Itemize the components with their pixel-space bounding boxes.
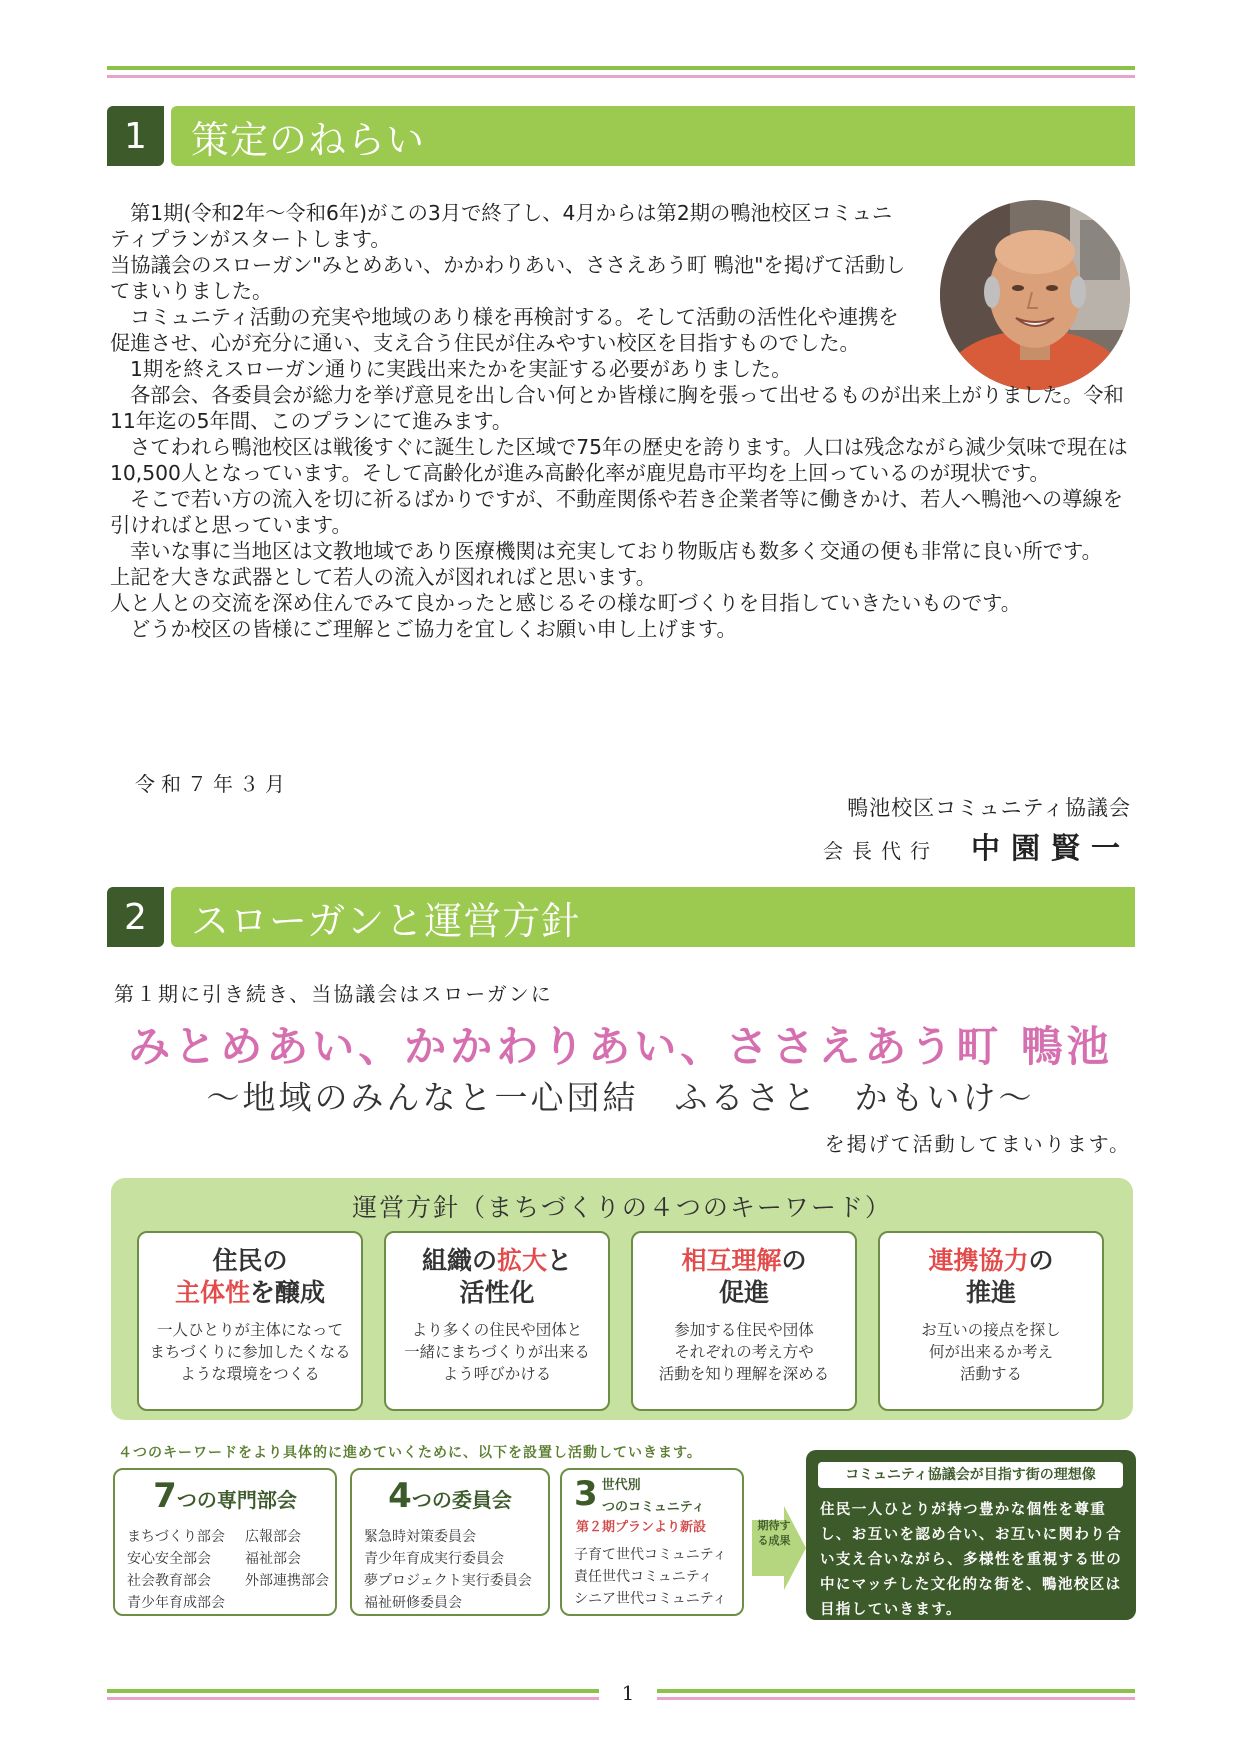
slogan-outro: を掲げて活動してまいります。 xyxy=(824,1132,1131,1156)
policy-title: 運営方針（まちづくりの４つのキーワード） xyxy=(352,1193,892,1222)
unit-items: 子育て世代コミュニティ 責任世代コミュニティ シニア世代コミュニティ xyxy=(574,1547,727,1607)
paragraph: 各部会、各委員会が総力を挙げ意見を出し合い何とか皆様に胸を張って出せるものが出来上がりました。令和11年迄の5年間、このプランにて進みます。 xyxy=(110,383,1124,433)
units-caption: ４つのキーワードをより具体的に進めていくために、以下を設置し活動していきます。 xyxy=(118,1445,702,1461)
paragraph: どうか校区の皆様にご理解とご協力を宜しくお願い申し上げます。 xyxy=(130,617,737,641)
keyword-card xyxy=(384,1231,610,1411)
organization-name: 鴨池校区コミュニティ協議会 xyxy=(847,796,1131,820)
bottom-rule-pink-left xyxy=(107,1697,599,1700)
keyword-card xyxy=(631,1231,857,1411)
message-body xyxy=(110,200,1140,642)
bottom-rule-green-right xyxy=(657,1689,1135,1693)
keyword-heading: 相互理解の 促進 xyxy=(681,1246,807,1307)
paragraph: 人と人との交流を深め住んでみて良かったと感じるその様な町づくりを目指していきたいものです。 xyxy=(110,591,1022,615)
keyword-heading: 組織の拡大と 活性化 xyxy=(421,1246,573,1307)
section-1-header xyxy=(107,106,1135,166)
section-1-number: 1 xyxy=(107,106,164,166)
section-2-number: 2 xyxy=(107,887,164,947)
keyword-heading: 住民の 主体性を醸成 xyxy=(174,1246,326,1307)
slogan-sub: ～地域のみんなと一心団結 ふるさと かもいけ～ xyxy=(206,1078,1035,1117)
top-rule-pink xyxy=(107,75,1135,78)
paragraph: 当協議会のスローガン"みとめあい、かかわりあい、ささえあう町 鴨池"を掲げて活動してまいりました。 xyxy=(110,253,906,303)
representative xyxy=(823,826,1131,867)
paragraph: 上記を大きな武器として若人の流入が図れればと思います。 xyxy=(110,565,656,589)
representative-title: 会長代行 xyxy=(822,839,939,863)
bottom-rule-green-left xyxy=(107,1689,599,1693)
slogan-intro: 第１期に引き続き、当協議会はスローガンに xyxy=(114,982,553,1006)
keyword-card xyxy=(878,1231,1104,1411)
keyword-card xyxy=(137,1231,363,1411)
paragraph: そこで若い方の流入を切に祈るばかりですが、不動産関係や若き企業者等に働きかけ、若人へ鴨池への導線を引ければと思っています。 xyxy=(110,487,1123,537)
arrow-label: 期待する成果 xyxy=(757,1519,791,1547)
paragraph: コミュニティ活動の充実や地域のあり様を再検討する。そして活動の活性化や連携を促進させ、心が充分に通い、支え合う住民が住みやすい校区を目指すものでした。 xyxy=(110,305,899,355)
section-2-header xyxy=(107,887,1135,947)
paragraph: 第1期(令和2年～令和6年)がこの3月で終了し、4月からは第2期の鴨池校区コミュニティプランがスタートします。 xyxy=(110,201,893,251)
paragraph: さてわれら鴨池校区は戦後すぐに誕生した区域で75年の歴史を誇ります。人口は残念ながら減少気味で現在は10,500人となっています。そして高齢化が進み高齢化率が鹿児島市平均を上回っているのが現状です。 xyxy=(110,435,1128,485)
representative-name: 中園賢一 xyxy=(970,831,1131,865)
top-rule-green xyxy=(107,66,1135,70)
ideal-title: コミュニティ協議会が目指す街の理想像 xyxy=(818,1462,1123,1488)
date: 令和７年３月 xyxy=(135,772,291,796)
unit-heading: 3 $^{世代別}$ つのコミュニティ xyxy=(574,1474,705,1515)
page-number: 1 xyxy=(621,1681,635,1705)
new-tag: 第２期プランより新設 xyxy=(576,1520,707,1535)
policy-panel xyxy=(111,1178,1133,1420)
section-2-title: スローガンと運営方針 xyxy=(171,887,1135,947)
unit-items: まちづくり部会 広報部会 安心安全部会 福祉部会 社会教育部会 外部連携部会 青少年育成部会 xyxy=(127,1529,329,1611)
keyword-description: お互いの接点を探し 何が出来るか考え 活動する xyxy=(921,1321,1061,1383)
unit-heading: 7つの専門部会 xyxy=(153,1476,297,1516)
keyword-heading: 連携協力の 推進 xyxy=(928,1246,1054,1307)
ideal-text: 住民一人ひとりが持つ豊かな個性を尊重し、お互いを認め合い、お互いに関わり合い支え合いながら、多様性を重視する世の中にマッチした文化的な街を、鴨池校区は目指していきます。 xyxy=(820,1502,1123,1618)
slogan-main: みとめあい、かかわりあい、ささえあう町 鴨池 xyxy=(128,1022,1113,1071)
unit-heading: 4つの委員会 xyxy=(388,1476,512,1516)
unit-box-subcommittees xyxy=(350,1468,550,1616)
ideal-vision-box xyxy=(806,1450,1136,1620)
bottom-rule-pink-right xyxy=(657,1697,1135,1700)
unit-box-communities xyxy=(560,1468,744,1616)
keyword-description: 参加する住民や団体 それぞれの考え方や 活動を知り理解を深める xyxy=(658,1321,830,1383)
section-1-title: 策定のねらい xyxy=(171,106,1135,166)
unit-items: 緊急時対策委員会 青少年育成実行委員会 夢プロジェクト実行委員会 福祉研修委員会 xyxy=(364,1529,532,1611)
keyword-description: 一人ひとりが主体になって まちづくりに参加したくなる ような環境をつくる xyxy=(149,1321,351,1383)
keyword-description: より多くの住民や団体と 一緒にまちづくりが出来る よう呼びかける xyxy=(404,1321,590,1383)
paragraph: 幸いな事に当地区は文教地域であり医療機関は充実しており物販店も数多く交通の便も非常に良い所です。 xyxy=(130,539,1102,563)
unit-box-committees xyxy=(113,1468,337,1616)
paragraph: 1期を終えスローガン通りに実践出来たかを実証する必要がありました。 xyxy=(130,357,792,381)
